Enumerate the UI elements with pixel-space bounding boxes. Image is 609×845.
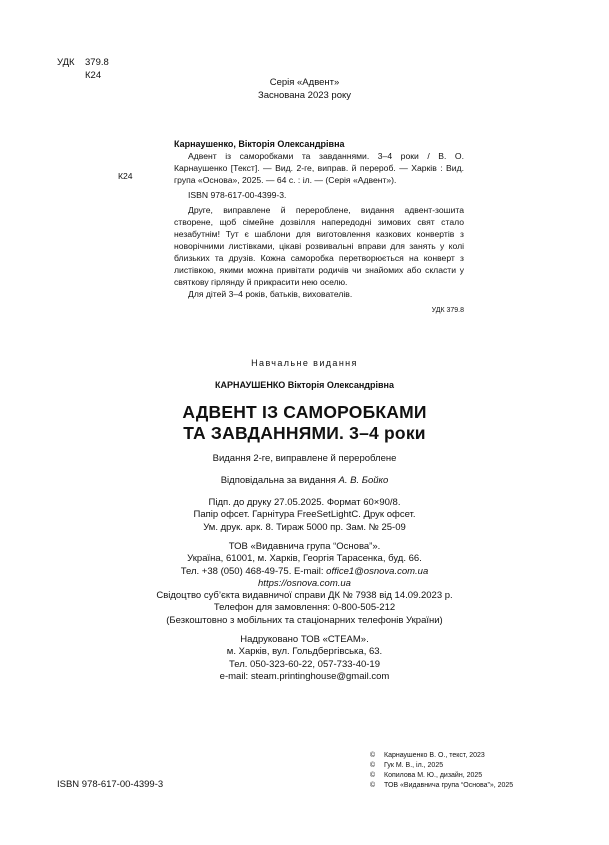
- copyright-icon: ©: [370, 752, 376, 759]
- annotation: Друге, виправлене й перероблене, видання адвент-зошита створене, щоб сімейне дозвілля напередодні зимових свят стало незабутнім! Тут є шаблони для виготовлення казкових конвертів з новорічними листівками, цікаві розвивальні вправи для занять у колі близьких та друзів. Кожна саморобка перетворюється на конверт з листівкою, якими можна привітати родичів чи знайомих або скласти у святкову гірлянду й прикрасити нею оселю.: [174, 205, 464, 287]
- bibliographic-author: Карнаушенко, Вікторія Олександрівна: [174, 139, 345, 149]
- udk-right: УДК 379.8: [431, 307, 464, 314]
- publisher-name: ТОВ «Видавнича група “Основа”».: [228, 541, 381, 552]
- publisher-phone: Тел. +38 (050) 468-49-75. E-mail:: [180, 565, 327, 577]
- edition-type: Навчальне видання: [251, 358, 358, 368]
- series-info: [0, 76, 609, 102]
- printer-name: Надруковано ТОВ «СТЕАМ».: [240, 634, 369, 645]
- print-line-3: Ум. друк. арк. 8. Тираж 5000 пр. Зам. № 25-09: [203, 521, 406, 533]
- print-details: [0, 497, 609, 534]
- publisher-site[interactable]: https://osnova.com.ua: [258, 578, 351, 590]
- series-name: Серія «Адвент»: [269, 77, 340, 88]
- order-phone: Телефон для замовлення: 0-800-505-212: [213, 602, 396, 614]
- copyright-icon: ©: [370, 782, 376, 789]
- udk-label: УДК: [57, 57, 75, 68]
- bibliographic-description: Адвент із саморобками та завданнями. 3–4 роки / В. О. Карнаушенко [Текст]. — Вид. 2-ге, виправ. й перероб. — Харків : Вид. група «Основа», 2025. — 64 с. : іл. — (Серія «Адвент»).: [174, 151, 464, 185]
- author-mark: К24: [85, 70, 102, 81]
- title-line-2: ТА ЗАВДАННЯМИ. 3–4 роки: [183, 423, 426, 443]
- order-note: (Безкоштовно з мобільних та стаціонарних телефонів України): [166, 614, 443, 626]
- responsible-name: А. В. Бойко: [338, 475, 389, 486]
- printer-email: e-mail: steam.printinghouse@gmail.com: [219, 671, 390, 683]
- copyright-item: [370, 751, 513, 761]
- edition-info: Видання 2-ге, виправлене й перероблене: [212, 453, 397, 464]
- printer-phone: Тел. 050-323-60-22, 057-733-40-19: [229, 658, 380, 670]
- bibliographic-isbn: ISBN 978-617-00-4399-3.: [188, 190, 287, 200]
- copyright-text: Карнаушенко В. О., текст, 2023: [384, 752, 485, 759]
- certificate: Свідоцтво суб’єкта видавничої справи ДК № 7938 від 14.09.2023 р.: [156, 590, 453, 601]
- audience: Для дітей 3–4 років, батьків, вихователів.: [188, 289, 353, 299]
- copyright-icon: ©: [370, 772, 376, 779]
- copyright-text: Гук М. В., іл., 2025: [384, 762, 444, 769]
- copyright-item: [370, 781, 513, 791]
- publisher-address: Україна, 61001, м. Харків, Георгія Тарасенка, буд. 66.: [187, 553, 422, 565]
- print-line-1: Підп. до друку 27.05.2025. Формат 60×90/8.: [208, 497, 401, 508]
- udk-code: 379.8: [85, 57, 109, 68]
- bibliographic-author-mark: К24: [118, 171, 133, 181]
- bibliographic-record: [174, 138, 464, 300]
- copyright-text: ТОВ «Видавнича група “Основа”», 2025: [384, 782, 514, 789]
- book-title: [0, 402, 609, 444]
- responsible-editor: [0, 475, 609, 486]
- publisher-email[interactable]: office1@osnova.com.ua: [326, 565, 429, 577]
- isbn-bottom: ISBN 978-617-00-4399-3: [57, 779, 164, 790]
- series-founded: Заснована 2023 року: [257, 90, 352, 101]
- copyright-item: [370, 761, 513, 771]
- certificate-info: [0, 590, 609, 627]
- copyright-icon: ©: [370, 762, 376, 769]
- copyright-item: [370, 771, 513, 781]
- copyright-list: [370, 751, 513, 791]
- imprint-author: КАРНАУШЕНКО Вікторія Олександрівна: [215, 380, 394, 390]
- title-line-1: АДВЕНТ ІЗ САМОРОБКАМИ: [182, 402, 427, 422]
- printer-info: [0, 634, 609, 684]
- publisher-info: [0, 541, 609, 591]
- responsible-label: Відповідальна за видання: [220, 475, 336, 486]
- printer-address: м. Харків, вул. Гольдбергівська, 63.: [226, 646, 383, 658]
- print-line-2: Папір офсет. Гарнітура FreeSetLightC. Друк офсет.: [193, 509, 416, 521]
- copyright-text: Копилова М. Ю., дизайн, 2025: [384, 772, 483, 779]
